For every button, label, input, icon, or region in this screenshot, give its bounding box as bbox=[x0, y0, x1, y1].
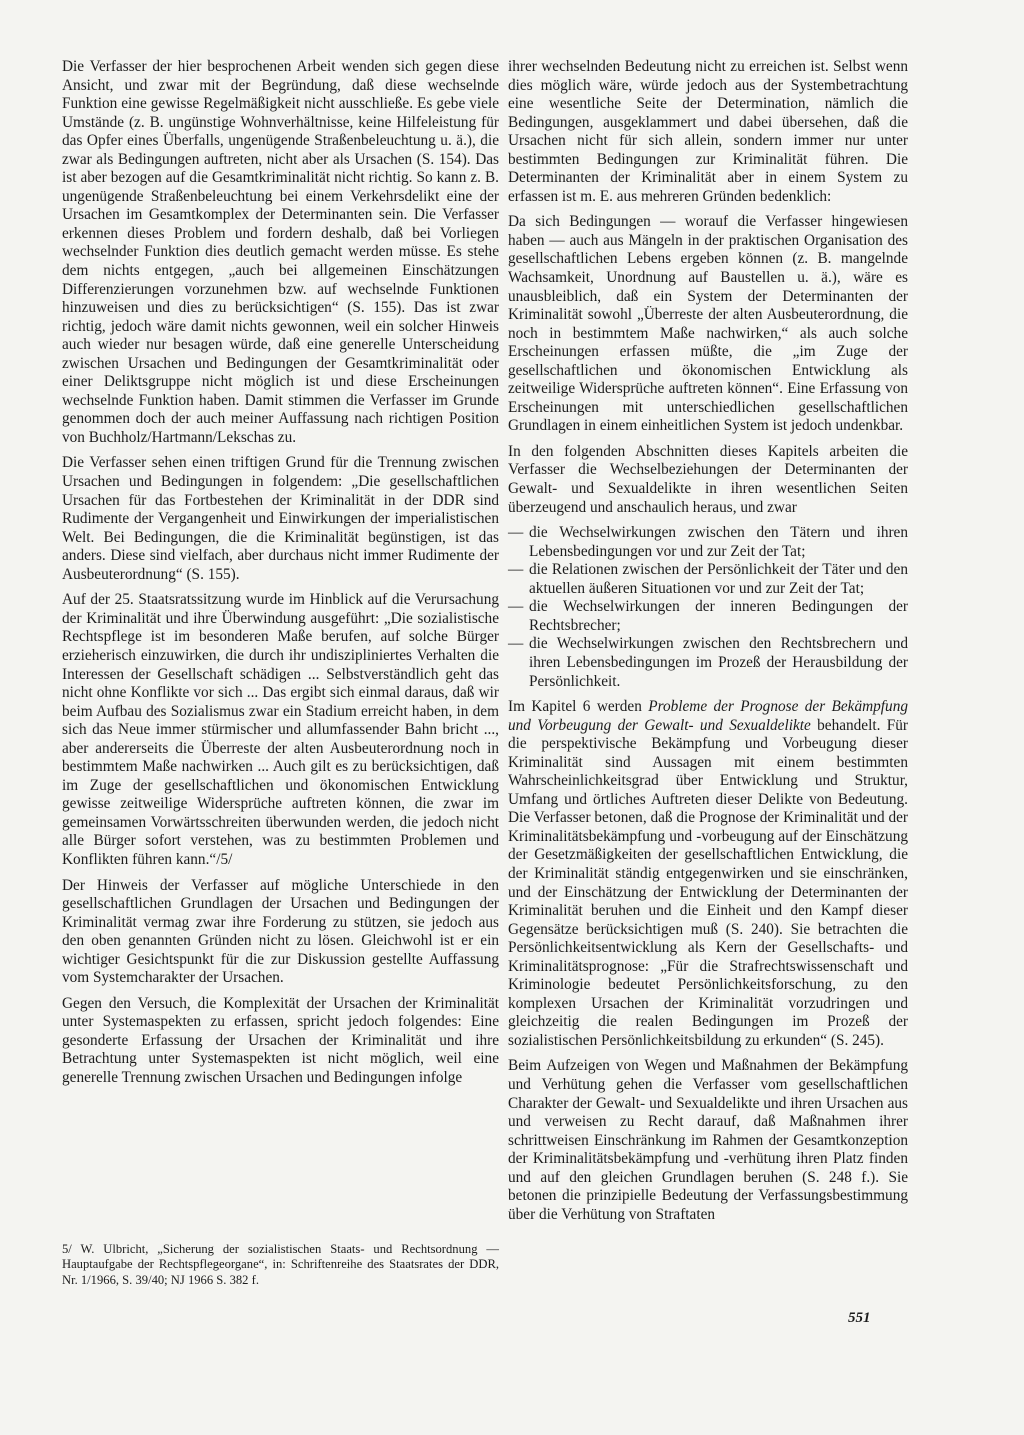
paragraph: Gegen den Versuch, die Komplexität der Ursachen der Kriminalität unter Systemaspekten zu erfassen, spricht jedoch folgendes: Eine gesonderte Erfassung der Ursachen der Kriminalität und ihre Betrachtung unter Systemaspekten ist nicht möglich, weil eine generelle Trennung zwischen Ursachen und Bedingungen infolge bbox=[62, 994, 499, 1086]
list-item: — die Wechselwirkungen zwischen den Tätern und ihren Lebensbedingungen vor und zur Zeit der Tat; bbox=[508, 524, 908, 561]
list-item: — die Wechselwirkungen zwischen den Rechtsbrechern und ihren Lebensbedingungen im Prozeß der Herausbildung der Persönlichkeit. bbox=[508, 635, 908, 691]
dash-list bbox=[508, 524, 908, 691]
paragraph: In den folgenden Abschnitten dieses Kapitels arbeiten die Verfasser die Wechselbeziehungen der Determinanten der Gewalt- und Sexualdelikte in ihren wesentlichen Seiten überzeugend und anschaulich heraus, und zwar bbox=[508, 442, 908, 516]
footnote: 5/ W. Ulbricht, „Sicherung der sozialistischen Staats- und Rechtsordnung — Hauptaufgabe der Rechtspflegeorgane“, in: Schriftenreihe des Staatsrates der DDR, Nr. 1/1966, S. 39/40; NJ 1966 S. 382 f. bbox=[62, 1242, 499, 1287]
paragraph: Beim Aufzeigen von Wegen und Maßnahmen der Bekämpfung und Verhütung gehen die Verfasser vom gesellschaftlichen Charakter der Gewalt- und Sexualdelikte und ihren Ursachen aus und verweisen zu Recht darauf, daß Maßnahmen ihrer schrittweisen Einschränkung im Rahmen der Gesamtkonzeption der Kriminalitätsbekämpfung und -verhütung ihren Platz finden und auf den gleichen Grundlagen beruhen (S. 248 f.). Sie betonen die prinzipielle Bedeutung der Verfassungsbestimmung über die Verhütung von Straftaten bbox=[508, 1057, 908, 1223]
list-item: — die Wechselwirkungen der inneren Bedingungen der Rechtsbrecher; bbox=[508, 598, 908, 635]
paragraph-text: Im Kapitel 6 werden bbox=[508, 698, 649, 716]
paragraph: Die Verfasser sehen einen triftigen Grund für die Trennung zwischen Ursachen und Bedingungen in folgendem: „Die gesellschaftlichen Ursachen für das Fortbestehen der Kriminalität in der DDR sind Rudimente der Vergangenheit und Einwirkungen der imperialistischen Welt. Bei Bedingungen, die die Kriminalität begünstigen, ist das anders. Diese sind vielfach, aber durchaus nicht immer Rudimente der Ausbeuterordnung“ (S. 155). bbox=[62, 454, 499, 583]
paragraph-text: behandelt. Für die perspektivische Bekämpfung und Vorbeugung dieser Kriminalität sind Aussagen mit einem bestimmten Wahrscheinlichkeitsgrad über Entwicklung und Struktur, Umfang und örtliches Auftreten dieser Delikte von Bedeutung. Die Verfasser betonen, daß die Prognose der Kriminalität und der Kriminalitätsbekämpfung und -vorbeugung auf der Einschätzung der Gesetzmäßigkeiten der gesellschaftlichen Entwicklung, die der Kriminalität ständig entgegenwirken und sie einschränken, und der Einschätzung der Entwicklung der Determinanten der Kriminalität beruhen und die Einheit und den Kampf dieser Gegensätze berücksichtigen muß (S. 240). Sie betrachten die Persönlichkeitsentwicklung als Kern der Gesellschafts- und Kriminalitätsprognose: „Für die Strafrechtswissenschaft und Kriminologie bedeutet Persönlichkeitsforschung, zu den komplexen Ursachen der Kriminalität vorzudringen und gleichzeitig die realen Bedingungen im Prozeß der sozialistischen Persönlichkeitsbildung zu erkunden“ (S. 245). bbox=[508, 716, 909, 1049]
right-column bbox=[508, 58, 908, 1231]
page-number: 551 bbox=[848, 1310, 871, 1326]
paragraph: Da sich Bedingungen — worauf die Verfasser hingewiesen haben — auch aus Mängeln in der praktischen Organisation des gesellschaftlichen Lebens ergeben können (z. B. mangelnde Wachsamkeit, Unordnung auf Baustellen u. ä.), wäre es unausbleiblich, daß ein System der Determinanten der Kriminalität sowohl „Überreste der alten Ausbeuterordnung, die noch in bestimmtem Maße nachwirken,“ als auch solche Erscheinungen erfassen müßte, die „im Zuge der gesellschaftlichen und ökonomischen Entwicklung als zeitweilige Widersprüche auftreten können“. Eine Erfassung von Erscheinungen mit unterschiedlichen gesellschaftlichen Grundlagen in einem einheitlichen System ist jedoch undenkbar. bbox=[508, 213, 908, 435]
paragraph: ihrer wechselnden Bedeutung nicht zu erreichen ist. Selbst wenn dies möglich wäre, würde jedoch aus der Systembetrachtung eine wesentliche Seite der Determination, nämlich die Bedingungen, ausgeklammert und dabei übersehen, daß die Ursachen nicht für sich allein, sondern immer nur unter bestimmten Bedingungen zur Kriminalität führen. Die Determinanten der Kriminalität aber in einem System zu erfassen ist m. E. aus mehreren Gründen bedenklich: bbox=[508, 58, 908, 205]
paragraph bbox=[508, 698, 908, 1050]
paragraph: Die Verfasser der hier besprochenen Arbeit wenden sich gegen diese Ansicht, und zwar mit der Begründung, daß diese wechselnde Funktion eine gewisse Regelmäßigkeit nicht ausschließe. Es gebe viele Umstände (z. B. ungünstige Wohnverhältnisse, keine Hilfeleistung für das Opfer eines Überfalls, ungenügende Straßenbeleuchtung u. ä.), die zwar als Bedingungen auftreten, nicht aber als Ursachen (S. 154). Das ist aber bezogen auf die Gesamtkriminalität nicht richtig. So kann z. B. ungenügende Straßenbeleuchtung bei einem Verkehrsdelikt eine der Ursachen im Gesamtkomplex der Determinanten sein. Die Verfasser erkennen dieses Problem und fordern deshalb, daß bei Vorliegen wechselnder Funktion dies deutlich gemacht werden müsse. Es stehe dem nichts entgegen, „auch bei allgemeinen Einschätzungen Differenzierungen vorzunehmen bzw. auf wechselnde Funktionen hinzuweisen und dies zu berücksichtigen“ (S. 155). Das ist zwar richtig, jedoch wäre damit nichts gewonnen, weil ein solcher Hinweis auch wieder nur besagen würde, daß eine generelle Unterscheidung zwischen Ursachen und Bedingungen der Gesamtkriminalität oder einer Deliktsgruppe nicht möglich ist und diese Erscheinungen wechselnde Funktion haben. Damit stimmen die Verfasser im Grunde genommen doch der auch meiner Auffassung nach richtigen Position von Buchholz/Hartmann/Lekschas zu. bbox=[62, 58, 499, 446]
chapter-title-emphasis: Probleme der Prognose der Bekämpfung und Vorbeugung der Gewalt- und Sexualdelikte bbox=[508, 698, 908, 734]
paragraph: Auf der 25. Staatsratssitzung wurde im Hinblick auf die Verursachung der Kriminalität und ihre Überwindung ausgeführt: „Die sozialistische Rechtspflege ist im besonderen Maße berufen, auf solche Bürger erzieherisch einzuwirken, die durch ihr undiszipliniertes Verhalten die Interessen der Gesellschaft schädigen ... Selbstverständlich geht das nicht ohne Konflikte vor sich ... Das ergibt sich einmal daraus, daß wir beim Aufbau des Sozialismus zwar ein Stadium erreicht haben, in dem sich das Neue immer stürmischer und allumfassender Bahn bricht ..., aber andererseits die Überreste der alten Ausbeuterordnung noch in bestimmtem Maße nachwirken ... Auch gilt es zu berücksichtigen, daß im Zuge der gesellschaftlichen und ökonomischen Entwicklung gewisse zeitweilige Widersprüche auftreten können, die zwar im gemeinsamen Vorwärtsschreiten überwunden werden, die jedoch nicht alle Bürger sofort verstehen, was zu bestimmten Problemen und Konflikten führen kann.“/5/ bbox=[62, 591, 499, 868]
paragraph: Der Hinweis der Verfasser auf mögliche Unterschiede in den gesellschaftlichen Grundlagen der Ursachen und Bedingungen der Kriminalität vermag zwar ihre Forderung zu stützen, sie jedoch aus den oben genannten Gründen nicht zu lösen. Gleichwohl ist er ein wichtiger Gesichtspunkt für die zur Diskussion gestellte Auffassung vom Systemcharakter der Ursachen. bbox=[62, 876, 499, 987]
list-item: — die Relationen zwischen der Persönlichkeit der Täter und den aktuellen äußeren Situationen vor und zur Zeit der Tat; bbox=[508, 561, 908, 598]
left-column bbox=[62, 58, 499, 1095]
